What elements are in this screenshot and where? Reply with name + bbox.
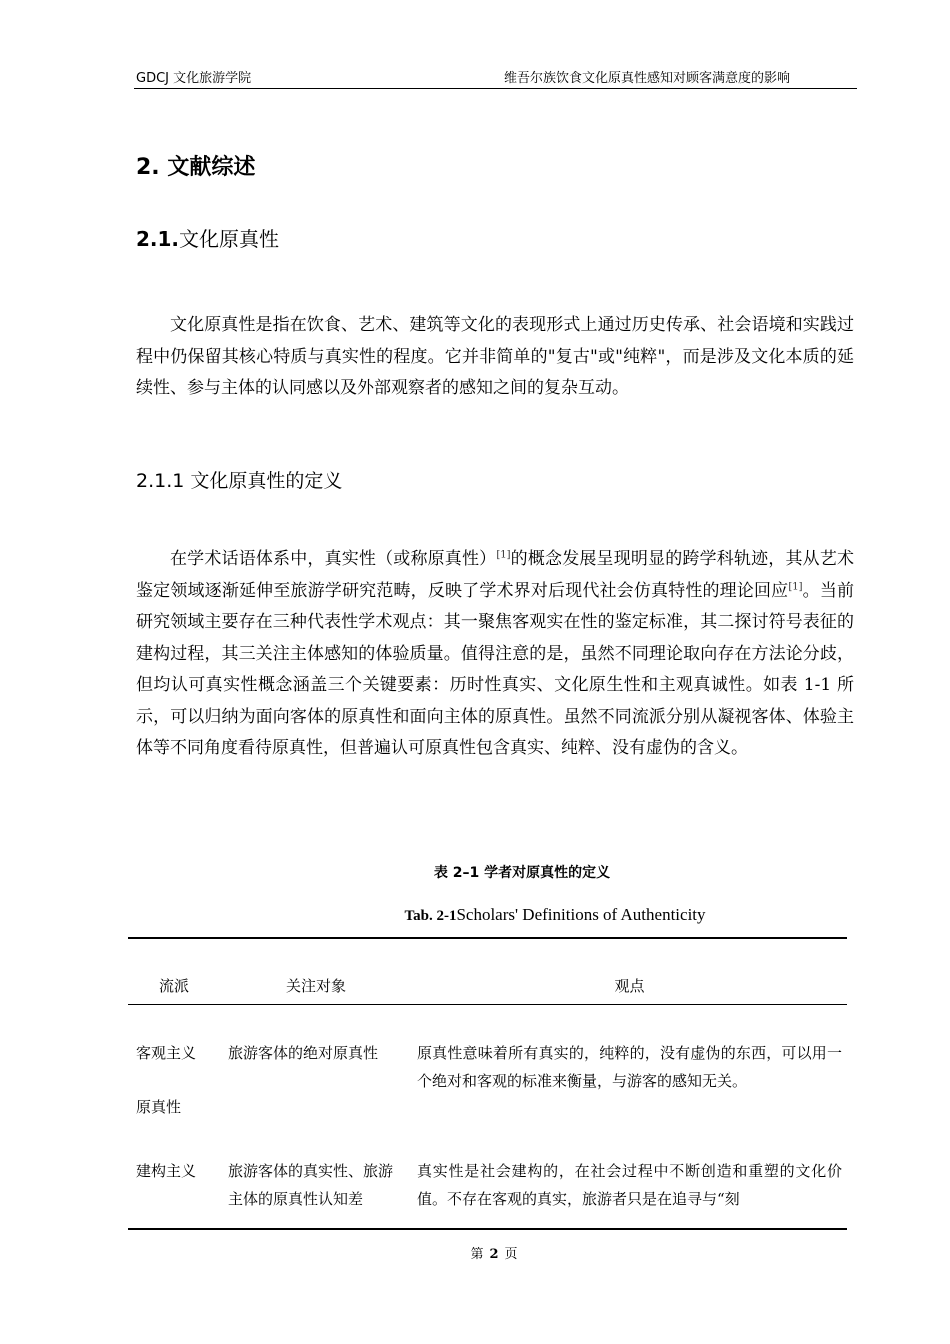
header-right: 维吾尔族饮食文化原真性感知对顾客满意度的影响	[503, 71, 790, 86]
table-caption-en-text: Scholars' Definitions of Authenticity	[456, 905, 706, 924]
table-row-1-school-line-1: 客观主义	[136, 1044, 197, 1062]
header-rule	[134, 88, 857, 89]
subsection-title: 文化原真性	[179, 227, 280, 251]
table-bottom-rule	[128, 1228, 847, 1230]
table-header-focus: 关注对象	[285, 977, 346, 995]
table-row-2-school: 建构主义	[136, 1162, 197, 1180]
paragraph-1: 文化原真性是指在饮食、艺术、建筑等文化的表现形式上通过历史传承、社会语境和实践过程中仍保留其核心特质与真实性的程度。它并非简单的"复古"或"纯粹"，而是涉及文化本质的延续性、参与主体的认同感以及外部观察者的感知之间的复杂互动。	[136, 315, 854, 398]
page-footer	[0, 1245, 950, 1265]
paragraph-2	[136, 544, 854, 765]
footer-prefix: 第	[470, 1247, 484, 1262]
paragraph-2-part-3: 。当前研究领域主要存在三种代表性学术观点：其一聚焦客观实在性的鉴定标准，其二探讨符号表征的建构过程，其三关注主体感知的体验质量。值得注意的是，虽然不同理论取向存在方法论分歧，但均认可真实性概念涵盖三个关键要素：历时性真实、文化原生性和主观真诚性。如表 1-1 所示，可以归纳为面向客体的原真性和面向主体的原真性。虽然不同流派分别从凝视客体、体验主体等不同角度看待原真性，但普遍认可原真性包含真实、纯粹、没有虚伪的含义。	[136, 580, 854, 758]
table-header-rule	[128, 1004, 847, 1005]
table-row-1-school-line-2: 原真性	[136, 1098, 182, 1116]
table-caption-cn: 表 2–1 学者对原真性的定义	[433, 865, 611, 881]
table-row-2-focus: 旅游客体的真实性、旅游主体的原真性认知差	[228, 1162, 394, 1208]
table-row-1-view: 原真性意味着所有真实的，纯粹的，没有虚伪的东西，可以用一个绝对和客观的标准来衡量，与游客的感知无关。	[417, 1044, 842, 1090]
paragraph-2-part-1: 在学术话语体系中，真实性（或称原真性）	[170, 549, 497, 569]
page-number: 2	[489, 1247, 499, 1262]
table-header-view: 观点	[614, 977, 645, 995]
subsection-number: 2.1.	[136, 227, 180, 251]
table-row-1-focus: 旅游客体的绝对原真性	[228, 1044, 379, 1062]
subsubsection-title: 2.1.1 文化原真性的定义	[136, 470, 343, 492]
table-top-rule	[128, 937, 847, 939]
section-title: 2. 文献综述	[136, 155, 256, 180]
header-left: GDCJ 文化旅游学院	[136, 71, 252, 86]
table-caption-en-label: Tab. 2-1	[404, 908, 457, 924]
table-caption-en	[0, 903, 950, 928]
table-row-2-view: 真实性是社会建构的，在社会过程中不断创造和重塑的文化价值。不存在客观的真实，旅游者只是在追寻与“刻	[417, 1162, 842, 1208]
footer-suffix: 页	[504, 1247, 518, 1262]
citation-1[interactable]: [1]	[496, 549, 511, 561]
subsection-heading	[136, 224, 279, 254]
table-header-school: 流派	[158, 977, 189, 995]
citation-2[interactable]: [1]	[788, 580, 803, 592]
paragraph-2-part-2: 的概念发展呈现明显的跨学科轨迹，其从艺术鉴定领域逐渐延伸至旅游学研究范畴，反映了学术界对后现代社会仿真特性的理论回应	[136, 549, 855, 601]
